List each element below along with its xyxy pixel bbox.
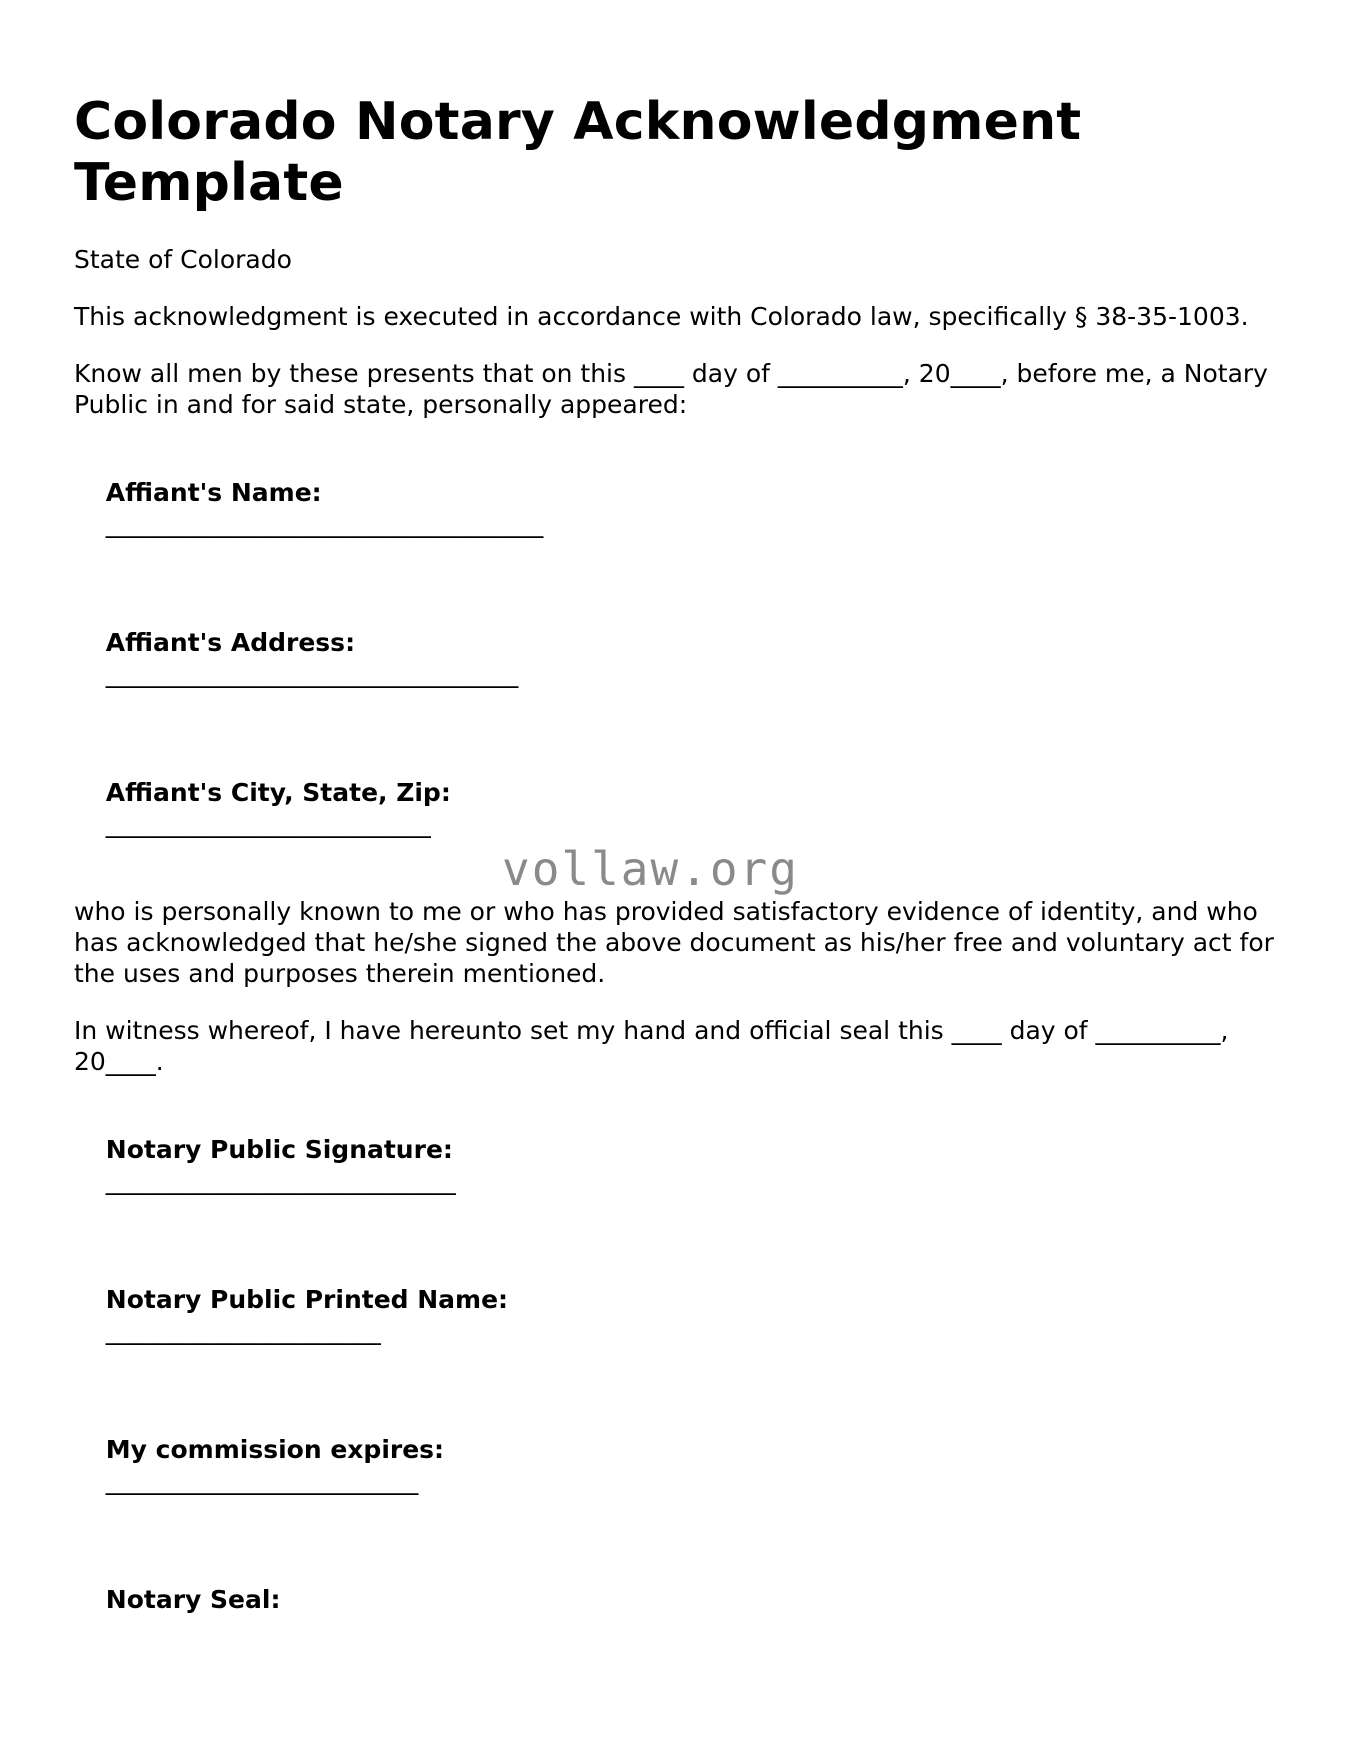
notary-signature-field [74, 1103, 1274, 1227]
witness-statement: In witness whereof, I have hereunto set my hand and official seal this ____ day of __________, 20____. [74, 1016, 1237, 1076]
affiant-address-blank[interactable]: _________________________________ [105, 659, 519, 688]
notary-seal-field [74, 1553, 1274, 1646]
affiant-name-blank[interactable]: ___________________________________ [105, 509, 544, 538]
notary-signature-blank[interactable]: ____________________________ [105, 1166, 456, 1195]
identity-statement: who is personally known to me or who has provided satisfactory evidence of identity, and who has acknowledged that he/she signed the above document as his/her free and voluntary act for the uses and purposes therein mentioned. [74, 897, 1282, 988]
watermark: vollaw.org [502, 842, 799, 896]
document-title: Colorado Notary Acknowledgment Template [74, 92, 1082, 213]
affiant-name-field [74, 446, 1274, 570]
affiant-city-state-zip-label: Affiant's City, State, Zip: [105, 778, 451, 807]
appearance-statement: Know all men by these presents that on this ____ day of __________, 20____, before me, a Notary Public in and for said state, personally appeared: [74, 359, 1276, 419]
affiant-city-state-zip-blank[interactable]: __________________________ [105, 809, 431, 838]
law-statement: This acknowledgment is executed in accordance with Colorado law, specifically § 38-35-1003. [74, 302, 1249, 331]
notary-printed-name-field [74, 1253, 1274, 1377]
notary-printed-name-blank[interactable]: ______________________ [105, 1316, 381, 1345]
affiant-address-field [74, 596, 1274, 720]
commission-expires-field [74, 1403, 1274, 1527]
state-line: State of Colorado [74, 245, 292, 274]
notary-signature-label: Notary Public Signature: [105, 1135, 453, 1164]
notary-printed-name-label: Notary Public Printed Name: [105, 1285, 509, 1314]
notary-seal-label: Notary Seal: [105, 1585, 281, 1614]
affiant-name-label: Affiant's Name: [105, 478, 322, 507]
affiant-address-label: Affiant's Address: [105, 628, 356, 657]
commission-expires-blank[interactable]: _________________________ [105, 1466, 419, 1495]
commission-expires-label: My commission expires: [105, 1435, 445, 1464]
